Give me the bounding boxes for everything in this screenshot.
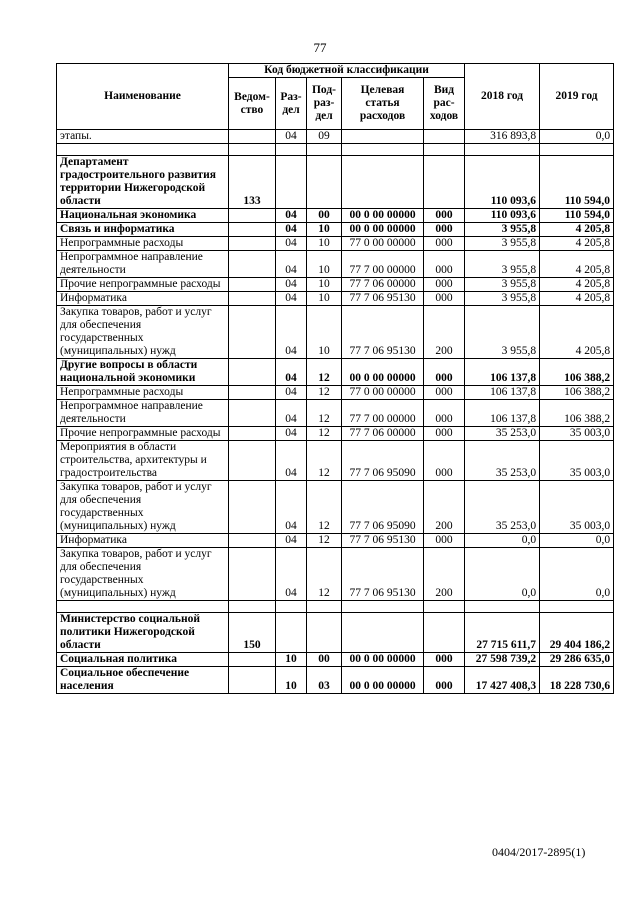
cell-vedomstvo [229,441,276,481]
cell-podrazdel: 09 [307,130,342,144]
cell-2019: 4 205,8 [540,223,614,237]
cell-razdel: 04 [276,209,307,223]
cell-expense-type: 200 [424,548,465,601]
cell-name: Социальное обеспечение населения [57,667,229,694]
cell-2018: 3 955,8 [465,223,540,237]
cell-2019: 110 594,0 [540,156,614,209]
cell-2018: 3 955,8 [465,278,540,292]
cell-target-article [342,156,424,209]
cell-name: Информатика [57,534,229,548]
cell-target-article: 00 0 00 00000 [342,359,424,386]
cell-2019: 106 388,2 [540,400,614,427]
cell-podrazdel: 12 [307,400,342,427]
table-row [57,613,614,653]
cell-2018: 110 093,6 [465,156,540,209]
empty-cell [57,144,229,156]
table-row [57,667,614,694]
cell-expense-type: 200 [424,481,465,534]
cell-2018: 106 137,8 [465,359,540,386]
cell-expense-type: 000 [424,427,465,441]
cell-podrazdel: 10 [307,223,342,237]
cell-target-article: 77 7 06 95090 [342,481,424,534]
table-row [57,427,614,441]
empty-cell [540,144,614,156]
cell-expense-type: 000 [424,251,465,278]
table-row [57,441,614,481]
cell-expense-type: 000 [424,278,465,292]
cell-target-article [342,613,424,653]
cell-podrazdel [307,613,342,653]
cell-podrazdel: 12 [307,427,342,441]
cell-2019: 4 205,8 [540,237,614,251]
cell-2019: 110 594,0 [540,209,614,223]
cell-name: Национальная экономика [57,209,229,223]
cell-razdel: 04 [276,251,307,278]
cell-2018: 35 253,0 [465,427,540,441]
cell-razdel: 10 [276,653,307,667]
cell-target-article: 77 7 06 95130 [342,534,424,548]
cell-2018: 0,0 [465,548,540,601]
table-row [57,653,614,667]
cell-target-article: 77 7 06 95130 [342,548,424,601]
cell-razdel: 04 [276,292,307,306]
cell-vedomstvo [229,400,276,427]
cell-vedomstvo [229,209,276,223]
cell-expense-type: 000 [424,441,465,481]
cell-2019: 106 388,2 [540,359,614,386]
cell-expense-type: 000 [424,386,465,400]
cell-podrazdel: 10 [307,278,342,292]
cell-vedomstvo [229,386,276,400]
budget-table [56,63,614,694]
cell-target-article: 77 7 06 95090 [342,441,424,481]
cell-razdel: 04 [276,548,307,601]
table-row [57,400,614,427]
cell-2019: 0,0 [540,130,614,144]
header-razdel: Раз-дел [276,78,307,130]
cell-target-article: 00 0 00 00000 [342,667,424,694]
cell-expense-type: 000 [424,292,465,306]
cell-target-article: 00 0 00 00000 [342,223,424,237]
cell-expense-type: 000 [424,359,465,386]
cell-2019: 29 404 186,2 [540,613,614,653]
empty-cell [424,601,465,613]
cell-podrazdel: 12 [307,481,342,534]
table-row [57,548,614,601]
cell-name: Закупка товаров, работ и услуг для обеспечения государственных (муниципальных) нужд [57,306,229,359]
cell-vedomstvo [229,481,276,534]
cell-expense-type [424,613,465,653]
cell-2019: 0,0 [540,548,614,601]
cell-razdel: 04 [276,386,307,400]
cell-target-article: 77 7 06 00000 [342,278,424,292]
cell-2018: 27 598 739,2 [465,653,540,667]
cell-target-article: 00 0 00 00000 [342,209,424,223]
cell-name: Мероприятия в области строительства, архитектуры и градостроительства [57,441,229,481]
cell-2018: 35 253,0 [465,481,540,534]
cell-razdel: 04 [276,237,307,251]
cell-expense-type [424,130,465,144]
cell-podrazdel: 10 [307,237,342,251]
cell-2019: 4 205,8 [540,292,614,306]
table-row [57,359,614,386]
header-vedomstvo: Ведом-ство [229,78,276,130]
cell-expense-type: 000 [424,534,465,548]
table-body [57,130,614,694]
cell-target-article: 77 7 06 95130 [342,292,424,306]
cell-2019: 4 205,8 [540,306,614,359]
spacer-row [57,144,614,156]
cell-target-article: 77 7 06 00000 [342,427,424,441]
cell-target-article [342,130,424,144]
header-year-2018: 2018 год [465,64,540,130]
cell-name: Непрограммные расходы [57,386,229,400]
cell-podrazdel: 00 [307,653,342,667]
cell-razdel [276,613,307,653]
table-row [57,306,614,359]
cell-podrazdel: 10 [307,306,342,359]
table-row [57,130,614,144]
empty-cell [465,601,540,613]
header-year-2019: 2019 год [540,64,614,130]
cell-name: Непрограммные расходы [57,237,229,251]
cell-2019: 0,0 [540,534,614,548]
cell-podrazdel: 03 [307,667,342,694]
cell-podrazdel: 10 [307,251,342,278]
cell-vedomstvo [229,251,276,278]
cell-vedomstvo [229,653,276,667]
cell-2018: 3 955,8 [465,306,540,359]
empty-cell [342,601,424,613]
cell-expense-type: 000 [424,223,465,237]
cell-vedomstvo: 133 [229,156,276,209]
cell-vedomstvo [229,278,276,292]
table-row [57,223,614,237]
cell-razdel: 04 [276,306,307,359]
cell-2019: 29 286 635,0 [540,653,614,667]
cell-name: Непрограммное направление деятельности [57,400,229,427]
empty-cell [465,144,540,156]
empty-cell [307,144,342,156]
table-row [57,156,614,209]
cell-2018: 17 427 408,3 [465,667,540,694]
cell-expense-type: 000 [424,400,465,427]
document-code: 0404/2017-2895(1) [492,845,586,859]
cell-vedomstvo [229,427,276,441]
header-podrazdel: Под-раз-дел [307,78,342,130]
cell-name: Министерство социальной политики Нижегородской области [57,613,229,653]
header-expense-type: Вид рас-ходов [424,78,465,130]
cell-razdel: 04 [276,130,307,144]
table-row [57,386,614,400]
table-header [57,64,614,130]
cell-target-article: 77 0 00 00000 [342,386,424,400]
cell-vedomstvo [229,223,276,237]
cell-vedomstvo [229,237,276,251]
cell-expense-type [424,156,465,209]
header-classification-group: Код бюджетной классификации [229,64,465,78]
cell-podrazdel: 12 [307,359,342,386]
table-row [57,237,614,251]
cell-vedomstvo [229,548,276,601]
cell-vedomstvo [229,292,276,306]
cell-2018: 3 955,8 [465,251,540,278]
cell-target-article: 77 7 00 00000 [342,251,424,278]
cell-2018: 106 137,8 [465,386,540,400]
cell-expense-type: 000 [424,209,465,223]
empty-cell [276,601,307,613]
cell-vedomstvo: 150 [229,613,276,653]
cell-name: Закупка товаров, работ и услуг для обеспечения государственных (муниципальных) нужд [57,548,229,601]
cell-vedomstvo [229,130,276,144]
empty-cell [424,144,465,156]
cell-podrazdel: 12 [307,534,342,548]
cell-target-article: 77 0 00 00000 [342,237,424,251]
cell-2018: 35 253,0 [465,441,540,481]
cell-2018: 3 955,8 [465,292,540,306]
table-row [57,209,614,223]
cell-razdel: 10 [276,667,307,694]
cell-podrazdel: 00 [307,209,342,223]
cell-razdel: 04 [276,481,307,534]
table-row [57,251,614,278]
cell-name: Социальная политика [57,653,229,667]
cell-razdel: 04 [276,278,307,292]
table-row [57,292,614,306]
cell-2019: 4 205,8 [540,251,614,278]
cell-razdel: 04 [276,441,307,481]
empty-cell [540,601,614,613]
cell-vedomstvo [229,359,276,386]
cell-name: Непрограммное направление деятельности [57,251,229,278]
cell-expense-type: 000 [424,653,465,667]
cell-razdel [276,156,307,209]
cell-razdel: 04 [276,223,307,237]
cell-name: этапы. [57,130,229,144]
cell-2018: 0,0 [465,534,540,548]
empty-cell [276,144,307,156]
cell-podrazdel: 12 [307,386,342,400]
cell-vedomstvo [229,534,276,548]
page-number: 77 [313,40,327,55]
cell-2019: 106 388,2 [540,386,614,400]
cell-podrazdel [307,156,342,209]
cell-2018: 27 715 611,7 [465,613,540,653]
cell-razdel: 04 [276,427,307,441]
cell-name: Департамент градостроительного развития территории Нижегородской области [57,156,229,209]
cell-name: Закупка товаров, работ и услуг для обеспечения государственных (муниципальных) нужд [57,481,229,534]
empty-cell [342,144,424,156]
cell-2019: 35 003,0 [540,427,614,441]
empty-cell [57,601,229,613]
cell-expense-type: 000 [424,237,465,251]
cell-expense-type: 000 [424,667,465,694]
empty-cell [229,601,276,613]
cell-2019: 35 003,0 [540,441,614,481]
cell-expense-type: 200 [424,306,465,359]
cell-name: Информатика [57,292,229,306]
cell-target-article: 77 7 06 95130 [342,306,424,359]
cell-razdel: 04 [276,400,307,427]
cell-name: Прочие непрограммные расходы [57,278,229,292]
cell-vedomstvo [229,667,276,694]
spacer-row [57,601,614,613]
cell-podrazdel: 12 [307,441,342,481]
cell-2018: 316 893,8 [465,130,540,144]
cell-2018: 110 093,6 [465,209,540,223]
cell-2018: 106 137,8 [465,400,540,427]
header-name: Наименование [57,64,229,130]
cell-podrazdel: 10 [307,292,342,306]
cell-name: Другие вопросы в области национальной экономики [57,359,229,386]
cell-target-article: 00 0 00 00000 [342,653,424,667]
cell-razdel: 04 [276,534,307,548]
cell-2019: 4 205,8 [540,278,614,292]
cell-podrazdel: 12 [307,548,342,601]
table-row [57,481,614,534]
cell-name: Связь и информатика [57,223,229,237]
empty-cell [307,601,342,613]
empty-cell [229,144,276,156]
header-target-article: Целевая статья расходов [342,78,424,130]
cell-2019: 18 228 730,6 [540,667,614,694]
cell-2018: 3 955,8 [465,237,540,251]
cell-razdel: 04 [276,359,307,386]
cell-vedomstvo [229,306,276,359]
cell-target-article: 77 7 00 00000 [342,400,424,427]
table-row [57,534,614,548]
table-row [57,278,614,292]
cell-2019: 35 003,0 [540,481,614,534]
cell-name: Прочие непрограммные расходы [57,427,229,441]
